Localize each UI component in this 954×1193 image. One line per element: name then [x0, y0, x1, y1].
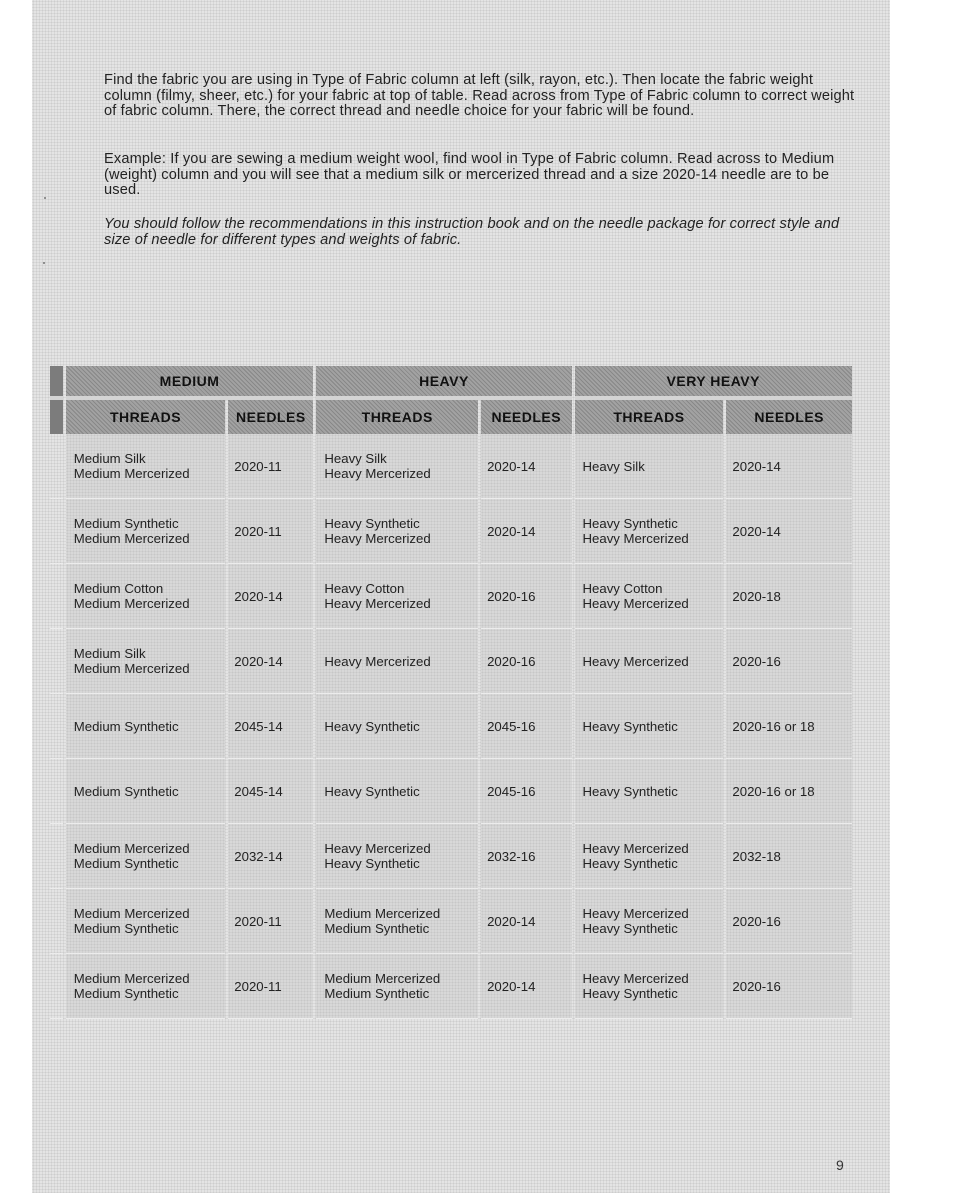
thread-line: Medium Mercerized — [73, 906, 190, 921]
table-row — [50, 824, 852, 889]
cell-very-heavy-needle: 2020-16 — [726, 954, 852, 1019]
thread-line: Heavy Mercerized — [582, 596, 689, 611]
table-row-rail — [50, 694, 63, 759]
cell-heavy-needle: 2020-14 — [481, 954, 571, 1019]
thread-line: Heavy Synthetic — [582, 986, 678, 1001]
cell-heavy-threads — [316, 564, 478, 629]
cell-very-heavy-threads — [575, 564, 724, 629]
cell-very-heavy-threads — [575, 434, 724, 499]
thread-line: Medium Mercerized — [73, 531, 190, 546]
thread-line: Medium Synthetic — [324, 921, 430, 936]
thread-line: Heavy Synthetic — [582, 516, 678, 531]
thread-line: Heavy Synthetic — [582, 921, 678, 936]
cell-heavy-needle: 2020-14 — [481, 434, 571, 499]
table-row-rail — [50, 434, 63, 499]
cell-medium-needle: 2020-14 — [228, 564, 313, 629]
cell-heavy-needle: 2032-16 — [481, 824, 571, 889]
table-row-rail — [50, 564, 63, 629]
cell-medium-threads — [66, 824, 226, 889]
thread-line: Medium Cotton — [73, 581, 164, 596]
cell-medium-threads — [66, 954, 226, 1019]
table-subheader-row — [50, 400, 852, 434]
thread-line: Medium Synthetic — [73, 516, 179, 531]
print-speck — [44, 197, 46, 199]
thread-line: Heavy Silk — [324, 451, 387, 466]
cell-very-heavy-needle: 2020-16 or 18 — [726, 759, 852, 824]
cell-medium-needle: 2020-11 — [228, 889, 313, 954]
cell-very-heavy-needle: 2020-14 — [726, 499, 852, 564]
cell-very-heavy-threads — [575, 759, 724, 824]
cell-medium-needle: 2020-11 — [228, 499, 313, 564]
cell-heavy-threads — [316, 499, 478, 564]
table-row — [50, 694, 852, 759]
table-row — [50, 564, 852, 629]
thread-line: Heavy Cotton — [324, 581, 405, 596]
intro-paragraph-instructions: Find the fabric you are using in Type of Fabric column at left (silk, rayon, etc.). Then locate the fabric weight column (filmy, sheer, etc.) for your fabric at top of table. Read across from Type of Fabric column to correct weight of fabric column. There, the correct thread and needle choice for your fabric will be found. — [104, 72, 855, 119]
thread-line: Medium Mercerized — [73, 596, 190, 611]
thread-line: Medium Synthetic — [324, 986, 430, 1001]
table-row-rail — [50, 889, 63, 954]
group-header-medium: MEDIUM — [66, 366, 314, 400]
thread-line: Medium Mercerized — [73, 841, 190, 856]
table-row-rail — [50, 759, 63, 824]
table-row — [50, 629, 852, 694]
subheader-very-heavy-needles: NEEDLES — [726, 400, 852, 434]
thread-line: Medium Mercerized — [73, 466, 190, 481]
thread-line: Heavy Mercerized — [582, 906, 689, 921]
thread-line: Heavy Mercerized — [582, 531, 689, 546]
thread-line: Heavy Mercerized — [582, 653, 689, 669]
cell-medium-needle: 2020-11 — [228, 954, 313, 1019]
cell-heavy-threads — [316, 954, 478, 1019]
cell-very-heavy-needle: 2020-16 — [726, 629, 852, 694]
table-row-rail — [50, 629, 63, 694]
cell-very-heavy-needle: 2020-16 or 18 — [726, 694, 852, 759]
thread-line: Medium Mercerized — [324, 906, 441, 921]
table-row-rail — [50, 824, 63, 889]
cell-medium-needle: 2045-14 — [228, 759, 313, 824]
thread-line: Heavy Mercerized — [582, 841, 689, 856]
thread-line: Heavy Mercerized — [324, 596, 431, 611]
thread-line: Medium Synthetic — [73, 856, 179, 871]
table-row — [50, 889, 852, 954]
cell-very-heavy-needle: 2020-16 — [726, 889, 852, 954]
cell-medium-threads — [66, 629, 226, 694]
table-row-rail — [50, 499, 63, 564]
cell-medium-threads — [66, 564, 226, 629]
thread-line: Heavy Synthetic — [582, 718, 678, 734]
cell-very-heavy-threads — [575, 499, 724, 564]
thread-line: Heavy Synthetic — [582, 783, 678, 799]
thread-line: Medium Silk — [73, 451, 146, 466]
cell-heavy-threads — [316, 759, 478, 824]
cell-heavy-needle: 2045-16 — [481, 694, 571, 759]
thread-line: Medium Mercerized — [324, 971, 441, 986]
cell-medium-needle: 2032-14 — [228, 824, 313, 889]
cell-medium-needle: 2020-11 — [228, 434, 313, 499]
cell-heavy-needle: 2020-16 — [481, 629, 571, 694]
thread-line: Heavy Synthetic — [582, 856, 678, 871]
cell-medium-threads — [66, 499, 226, 564]
thread-line: Medium Mercerized — [73, 661, 190, 676]
table-row — [50, 434, 852, 499]
table-left-rail — [50, 366, 63, 400]
thread-line: Heavy Cotton — [582, 581, 663, 596]
thread-line: Heavy Synthetic — [324, 516, 420, 531]
intro-paragraph-recommendation: You should follow the recommendations in this instruction book and on the needle package for correct style and size of needle for different types and weights of fabric. — [104, 216, 840, 248]
thread-line: Heavy Mercerized — [582, 971, 689, 986]
table-body — [50, 434, 852, 1019]
cell-heavy-needle: 2045-16 — [481, 759, 571, 824]
thread-needle-table-container — [47, 366, 855, 1019]
cell-heavy-threads — [316, 889, 478, 954]
thread-line: Medium Mercerized — [73, 971, 190, 986]
table-left-rail — [50, 400, 63, 434]
table-row — [50, 499, 852, 564]
subheader-heavy-needles: NEEDLES — [481, 400, 571, 434]
cell-medium-threads — [66, 434, 226, 499]
cell-medium-needle: 2045-14 — [228, 694, 313, 759]
cell-heavy-needle: 2020-14 — [481, 889, 571, 954]
thread-line: Heavy Synthetic — [324, 783, 420, 799]
table-row — [50, 759, 852, 824]
cell-very-heavy-needle: 2020-18 — [726, 564, 852, 629]
cell-heavy-threads — [316, 629, 478, 694]
intro-paragraph-example: Example: If you are sewing a medium weight wool, find wool in Type of Fabric column. Read across to Medium (weight) column and you will see that a medium silk or mercerized thread and a size 2020-14 needle are to be used. — [104, 151, 835, 198]
thread-line: Heavy Mercerized — [324, 653, 431, 669]
table-group-header-row — [50, 366, 852, 400]
thread-line: Medium Synthetic — [73, 718, 179, 734]
cell-very-heavy-needle: 2032-18 — [726, 824, 852, 889]
thread-line: Heavy Mercerized — [324, 466, 431, 481]
thread-line: Medium Synthetic — [73, 783, 179, 799]
cell-very-heavy-threads — [575, 824, 724, 889]
thread-line: Medium Silk — [73, 646, 146, 661]
print-speck — [43, 262, 45, 264]
subheader-very-heavy-threads: THREADS — [575, 400, 724, 434]
cell-medium-threads — [66, 889, 226, 954]
page-number: 9 — [836, 1157, 844, 1173]
table-row — [50, 954, 852, 1019]
thread-line: Medium Synthetic — [73, 921, 179, 936]
group-header-very-heavy: VERY HEAVY — [575, 366, 853, 400]
cell-very-heavy-threads — [575, 629, 724, 694]
cell-heavy-needle: 2020-16 — [481, 564, 571, 629]
thread-line: Heavy Synthetic — [324, 718, 420, 734]
subheader-medium-needles: NEEDLES — [228, 400, 313, 434]
cell-heavy-threads — [316, 824, 478, 889]
cell-medium-threads — [66, 759, 226, 824]
thread-line: Heavy Mercerized — [324, 531, 431, 546]
subheader-heavy-threads: THREADS — [316, 400, 478, 434]
cell-medium-needle: 2020-14 — [228, 629, 313, 694]
thread-line: Heavy Synthetic — [324, 856, 420, 871]
cell-heavy-threads — [316, 434, 478, 499]
subheader-medium-threads: THREADS — [66, 400, 226, 434]
thread-line: Heavy Silk — [582, 458, 645, 474]
cell-very-heavy-threads — [575, 954, 724, 1019]
table-row-rail — [50, 954, 63, 1019]
cell-very-heavy-threads — [575, 889, 724, 954]
thread-needle-table — [47, 366, 855, 1019]
thread-line: Medium Synthetic — [73, 986, 179, 1001]
cell-heavy-threads — [316, 694, 478, 759]
thread-line: Heavy Mercerized — [324, 841, 431, 856]
cell-very-heavy-threads — [575, 694, 724, 759]
group-header-heavy: HEAVY — [316, 366, 571, 400]
cell-heavy-needle: 2020-14 — [481, 499, 571, 564]
cell-medium-threads — [66, 694, 226, 759]
cell-very-heavy-needle: 2020-14 — [726, 434, 852, 499]
